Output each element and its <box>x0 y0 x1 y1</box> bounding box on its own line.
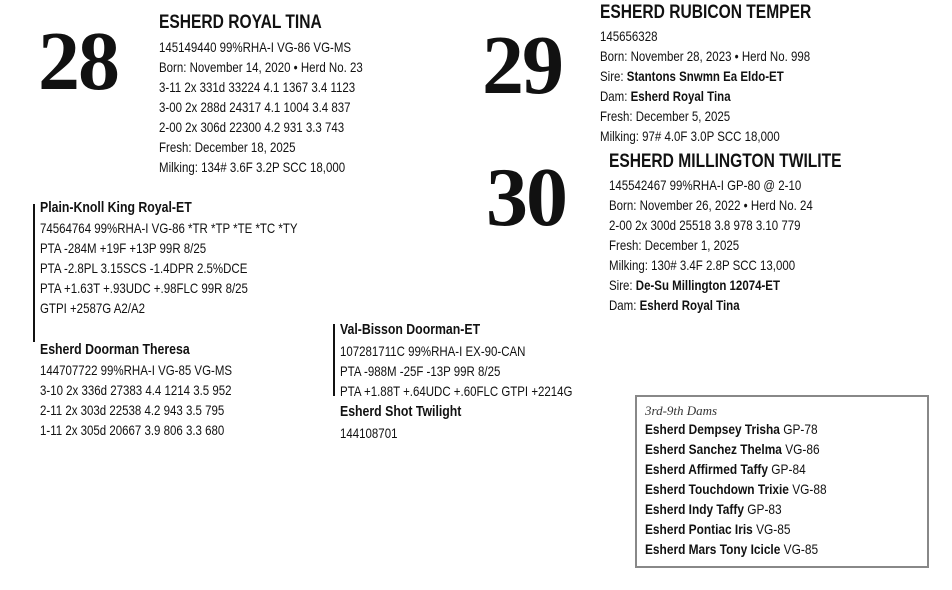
dam-list-item-score: GP-83 <box>743 501 782 517</box>
dam-list-item <box>645 439 827 459</box>
damsire-28-details <box>340 341 624 401</box>
damsire-28-name: Val-Bisson Doorman-ET <box>340 321 481 338</box>
dam-list-item-score: GP-78 <box>779 421 818 437</box>
lot-29-reg: 145656328 <box>600 28 658 44</box>
lot-number-30: 30 <box>486 151 566 244</box>
sire-28-line: 74564764 99%RHA-I VG-86 *TR *TP *TE *TC *TY <box>40 220 298 236</box>
sire-28-line: PTA -2.8PL 3.15SCS -1.4DPR 2.5%DCE <box>40 260 248 276</box>
sire-28-details <box>40 218 354 318</box>
dam-list-item-score: VG-85 <box>752 521 791 537</box>
dam-list-item <box>645 479 827 499</box>
lot-30-record: 2-00 2x 300d 25518 3.8 978 3.10 779 <box>609 217 801 233</box>
damsire-28-line: PTA +1.88T +.64UDC +.60FLC GTPI +2214G <box>340 383 573 399</box>
dam-list-item-name: Esherd Sanchez Thelma <box>645 441 782 457</box>
sire-label: Sire: <box>600 68 627 84</box>
dam-list-item <box>645 499 827 519</box>
lot-28-reg: 145149440 99%RHA-I VG-86 VG-MS <box>159 39 352 55</box>
lot-number-29: 29 <box>482 19 562 112</box>
granddam-28-reg: 144108701 <box>340 425 398 441</box>
lot-29-dam <box>600 86 810 106</box>
damsire-28-line: PTA -988M -25F -13P 99R 8/25 <box>340 363 501 379</box>
dam-list-item <box>645 539 827 559</box>
lot-28-fresh: Fresh: December 18, 2025 <box>159 139 296 155</box>
sire-28-name: Plain-Knoll King Royal-ET <box>40 199 192 216</box>
lot-30-born: Born: November 26, 2022 • Herd No. 24 <box>609 197 813 213</box>
lot-30-fresh: Fresh: December 1, 2025 <box>609 237 740 253</box>
lot-28-record: 2-00 2x 306d 22300 4.2 931 3.3 743 <box>159 119 345 135</box>
dam-list-item-name: Esherd Dempsey Trisha <box>645 421 780 437</box>
lot-28-born: Born: November 14, 2020 • Herd No. 23 <box>159 59 363 75</box>
lot-29-name: ESHERD RUBICON TEMPER <box>600 2 812 23</box>
sire-28-line: PTA +1.63T +.93UDC +.98FLC 99R 8/25 <box>40 280 248 296</box>
sire-label: Sire: <box>609 277 636 293</box>
dam-28-line: 3-10 2x 336d 27383 4.4 1214 3.5 952 <box>40 382 232 398</box>
lot-30-sire <box>609 275 813 295</box>
dam-list-item-name: Esherd Indy Taffy <box>645 501 744 517</box>
damsire-bracket-line <box>333 324 335 396</box>
lot-30-dam <box>609 295 813 315</box>
lot-28-record: 3-00 2x 288d 24317 4.1 1004 3.4 837 <box>159 99 351 115</box>
dam-list-item-score: VG-85 <box>780 541 819 557</box>
dam-28-line: 2-11 2x 303d 22538 4.2 943 3.5 795 <box>40 402 225 418</box>
dams-box-title: 3rd-9th Dams <box>645 403 718 418</box>
dam-28-name: Esherd Doorman Theresa <box>40 341 190 358</box>
lot-30-milking: Milking: 130# 3.4F 2.8P SCC 13,000 <box>609 257 796 273</box>
lot-28-name: ESHERD ROYAL TINA <box>159 12 322 33</box>
lot-30-details <box>609 175 857 315</box>
dam-28-line: 144707722 99%RHA-I VG-85 VG-MS <box>40 362 233 378</box>
dam-list-item <box>645 459 827 479</box>
dam-28-details <box>40 360 274 440</box>
sire-28-line: PTA -284M +19F +13P 99R 8/25 <box>40 240 207 256</box>
dam-label: Dam: <box>609 297 640 313</box>
lot-30-dam-name: Esherd Royal Tina <box>639 297 740 313</box>
dams-list <box>645 419 859 559</box>
dam-list-item <box>645 419 827 439</box>
dam-list-item <box>645 519 827 539</box>
lot-number-28: 28 <box>38 15 118 108</box>
lot-29-milking: Milking: 97# 4.0F 3.0P SCC 18,000 <box>600 128 780 144</box>
dam-list-item-name: Esherd Touchdown Trixie <box>645 481 789 497</box>
dam-list-item-name: Esherd Mars Tony Icicle <box>645 541 781 557</box>
lot-29-born: Born: November 28, 2023 • Herd No. 998 <box>600 48 811 64</box>
lot-29-details <box>600 26 856 146</box>
lot-30-reg: 145542467 99%RHA-I GP-80 @ 2-10 <box>609 177 802 193</box>
dam-28-line: 1-11 2x 305d 20667 3.9 806 3.3 680 <box>40 422 225 438</box>
lot-30-name: ESHERD MILLINGTON TWILITE <box>609 151 842 172</box>
lot-28-milking: Milking: 134# 3.6F 3.2P SCC 18,000 <box>159 159 346 175</box>
dam-list-item-score: VG-86 <box>781 441 820 457</box>
damsire-28-line: 107281711C 99%RHA-I EX-90-CAN <box>340 343 526 359</box>
lot-29-sire <box>600 66 810 86</box>
pedigree-bracket-line <box>33 204 35 342</box>
granddam-28-details <box>340 423 410 443</box>
dams-box <box>635 395 929 568</box>
dam-list-item-name: Esherd Pontiac Iris <box>645 521 753 537</box>
dam-label: Dam: <box>600 88 631 104</box>
lot-29-dam-name: Esherd Royal Tina <box>630 88 731 104</box>
dam-list-item-score: GP-84 <box>767 461 806 477</box>
sire-28-line: GTPI +2587G A2/A2 <box>40 300 145 316</box>
lot-28-details <box>159 37 407 177</box>
dam-list-item-score: VG-88 <box>788 481 827 497</box>
lot-30-sire-name: De-Su Millington 12074-ET <box>635 277 780 293</box>
granddam-28-name: Esherd Shot Twilight <box>340 403 462 420</box>
lot-29-sire-name: Stantons Snwmn Ea Eldo-ET <box>626 68 784 84</box>
lot-29-fresh: Fresh: December 5, 2025 <box>600 108 731 124</box>
dam-list-item-name: Esherd Affirmed Taffy <box>645 461 768 477</box>
lot-28-record: 3-11 2x 331d 33224 4.1 1367 3.4 1123 <box>159 79 356 95</box>
